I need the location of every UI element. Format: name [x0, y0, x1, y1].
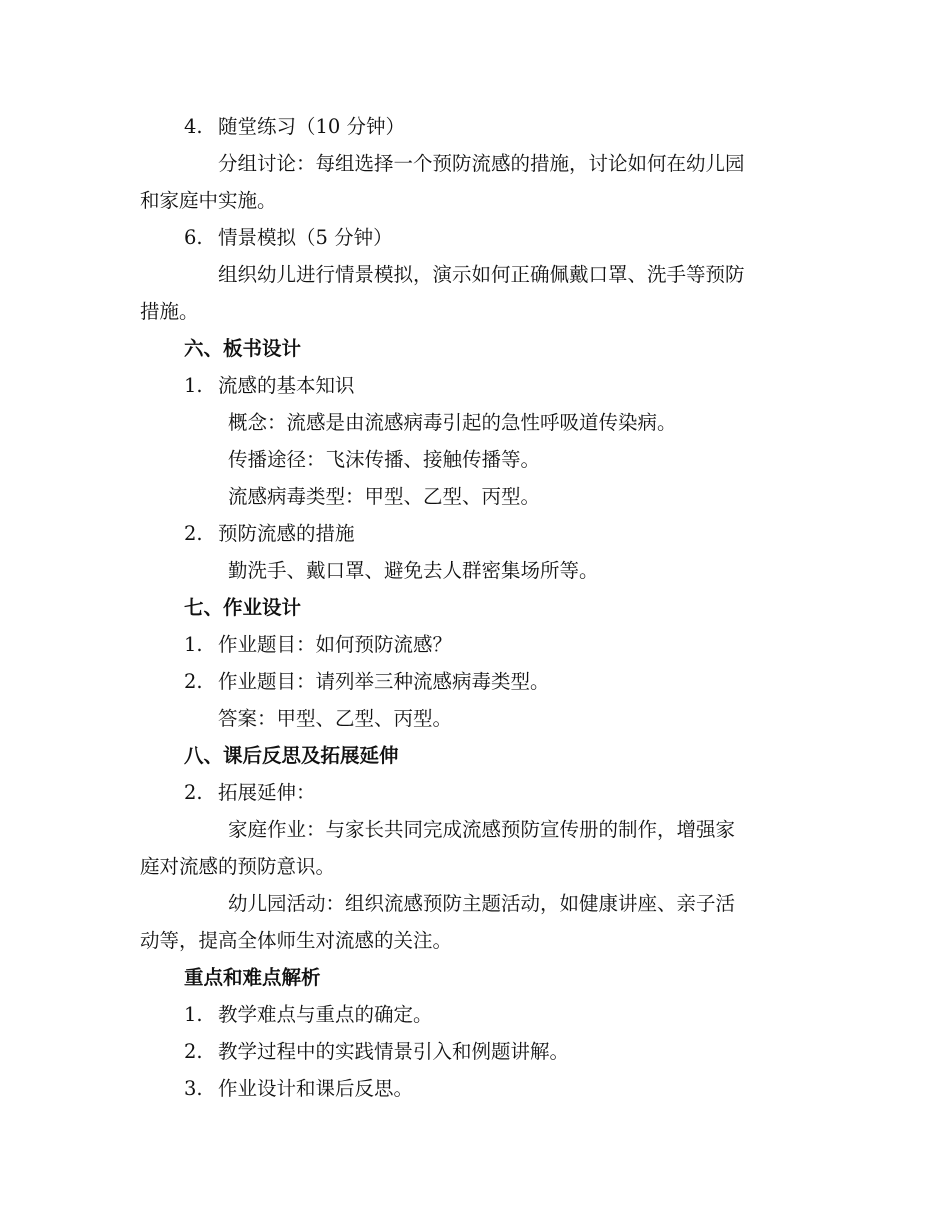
section-heading: 八、课后反思及拓展延伸 — [184, 744, 399, 767]
paragraph-line: 和家庭中实施。 — [140, 189, 277, 212]
paragraph-line: 勤洗手、戴口罩、避免去人群密集场所等。 — [228, 559, 599, 582]
list-item — [184, 113, 405, 141]
paragraph-line: 传播途径：飞沫传播、接触传播等。 — [228, 448, 541, 471]
section-heading: 六、板书设计 — [184, 337, 302, 360]
list-item-text: 教学过程中的实践情景引入和例题讲解。 — [218, 1040, 570, 1063]
list-number: 2. — [184, 1040, 203, 1063]
list-number: 2. — [184, 522, 203, 545]
section-heading: 重点和难点解析 — [184, 966, 321, 989]
list-item — [184, 1001, 433, 1029]
list-item-text: 预防流感的措施 — [218, 522, 355, 545]
list-item — [184, 372, 355, 400]
list-item — [184, 1075, 413, 1103]
list-item-text: 拓展延伸： — [218, 781, 316, 804]
paragraph-line: 庭对流感的预防意识。 — [140, 855, 336, 878]
list-number: 1. — [184, 1003, 203, 1026]
list-number: 3. — [184, 1077, 203, 1100]
list-number: 4. — [184, 115, 203, 138]
paragraph-line: 流感病毒类型：甲型、乙型、丙型。 — [228, 485, 541, 508]
list-number: 2. — [184, 781, 203, 804]
list-item-text: 教学难点与重点的确定。 — [218, 1003, 433, 1026]
paragraph-line: 答案：甲型、乙型、丙型。 — [218, 707, 453, 730]
list-item-text: 流感的基本知识 — [218, 374, 355, 397]
list-number: 2. — [184, 670, 203, 693]
list-number: 1. — [184, 633, 203, 656]
paragraph-line: 概念：流感是由流感病毒引起的急性呼吸道传染病。 — [228, 411, 677, 434]
list-item-text: 随堂练习（10 分钟） — [218, 115, 406, 138]
paragraph-line: 组织幼儿进行情景模拟，演示如何正确佩戴口罩、洗手等预防 — [218, 263, 745, 286]
list-item — [184, 1038, 569, 1066]
paragraph-line: 幼儿园活动：组织流感预防主题活动，如健康讲座、亲子活 — [228, 892, 736, 915]
list-item-text: 作业题目：请列举三种流感病毒类型。 — [218, 670, 550, 693]
list-number: 1. — [184, 374, 203, 397]
list-item-text: 作业设计和课后反思。 — [218, 1077, 414, 1100]
list-number: 6. — [184, 226, 203, 249]
paragraph-line: 家庭作业：与家长共同完成流感预防宣传册的制作，增强家 — [228, 818, 736, 841]
list-item — [184, 668, 550, 696]
list-item — [184, 224, 393, 252]
paragraph-line: 措施。 — [140, 300, 199, 323]
list-item — [184, 520, 355, 548]
list-item — [184, 631, 452, 659]
list-item-text: 作业题目：如何预防流感？ — [218, 633, 453, 656]
paragraph-line: 分组讨论：每组选择一个预防流感的措施，讨论如何在幼儿园 — [218, 152, 745, 175]
list-item — [184, 779, 316, 807]
section-heading: 七、作业设计 — [184, 596, 302, 619]
list-item-text: 情景模拟（5 分钟） — [218, 226, 393, 249]
paragraph-line: 动等，提高全体师生对流感的关注。 — [140, 929, 453, 952]
